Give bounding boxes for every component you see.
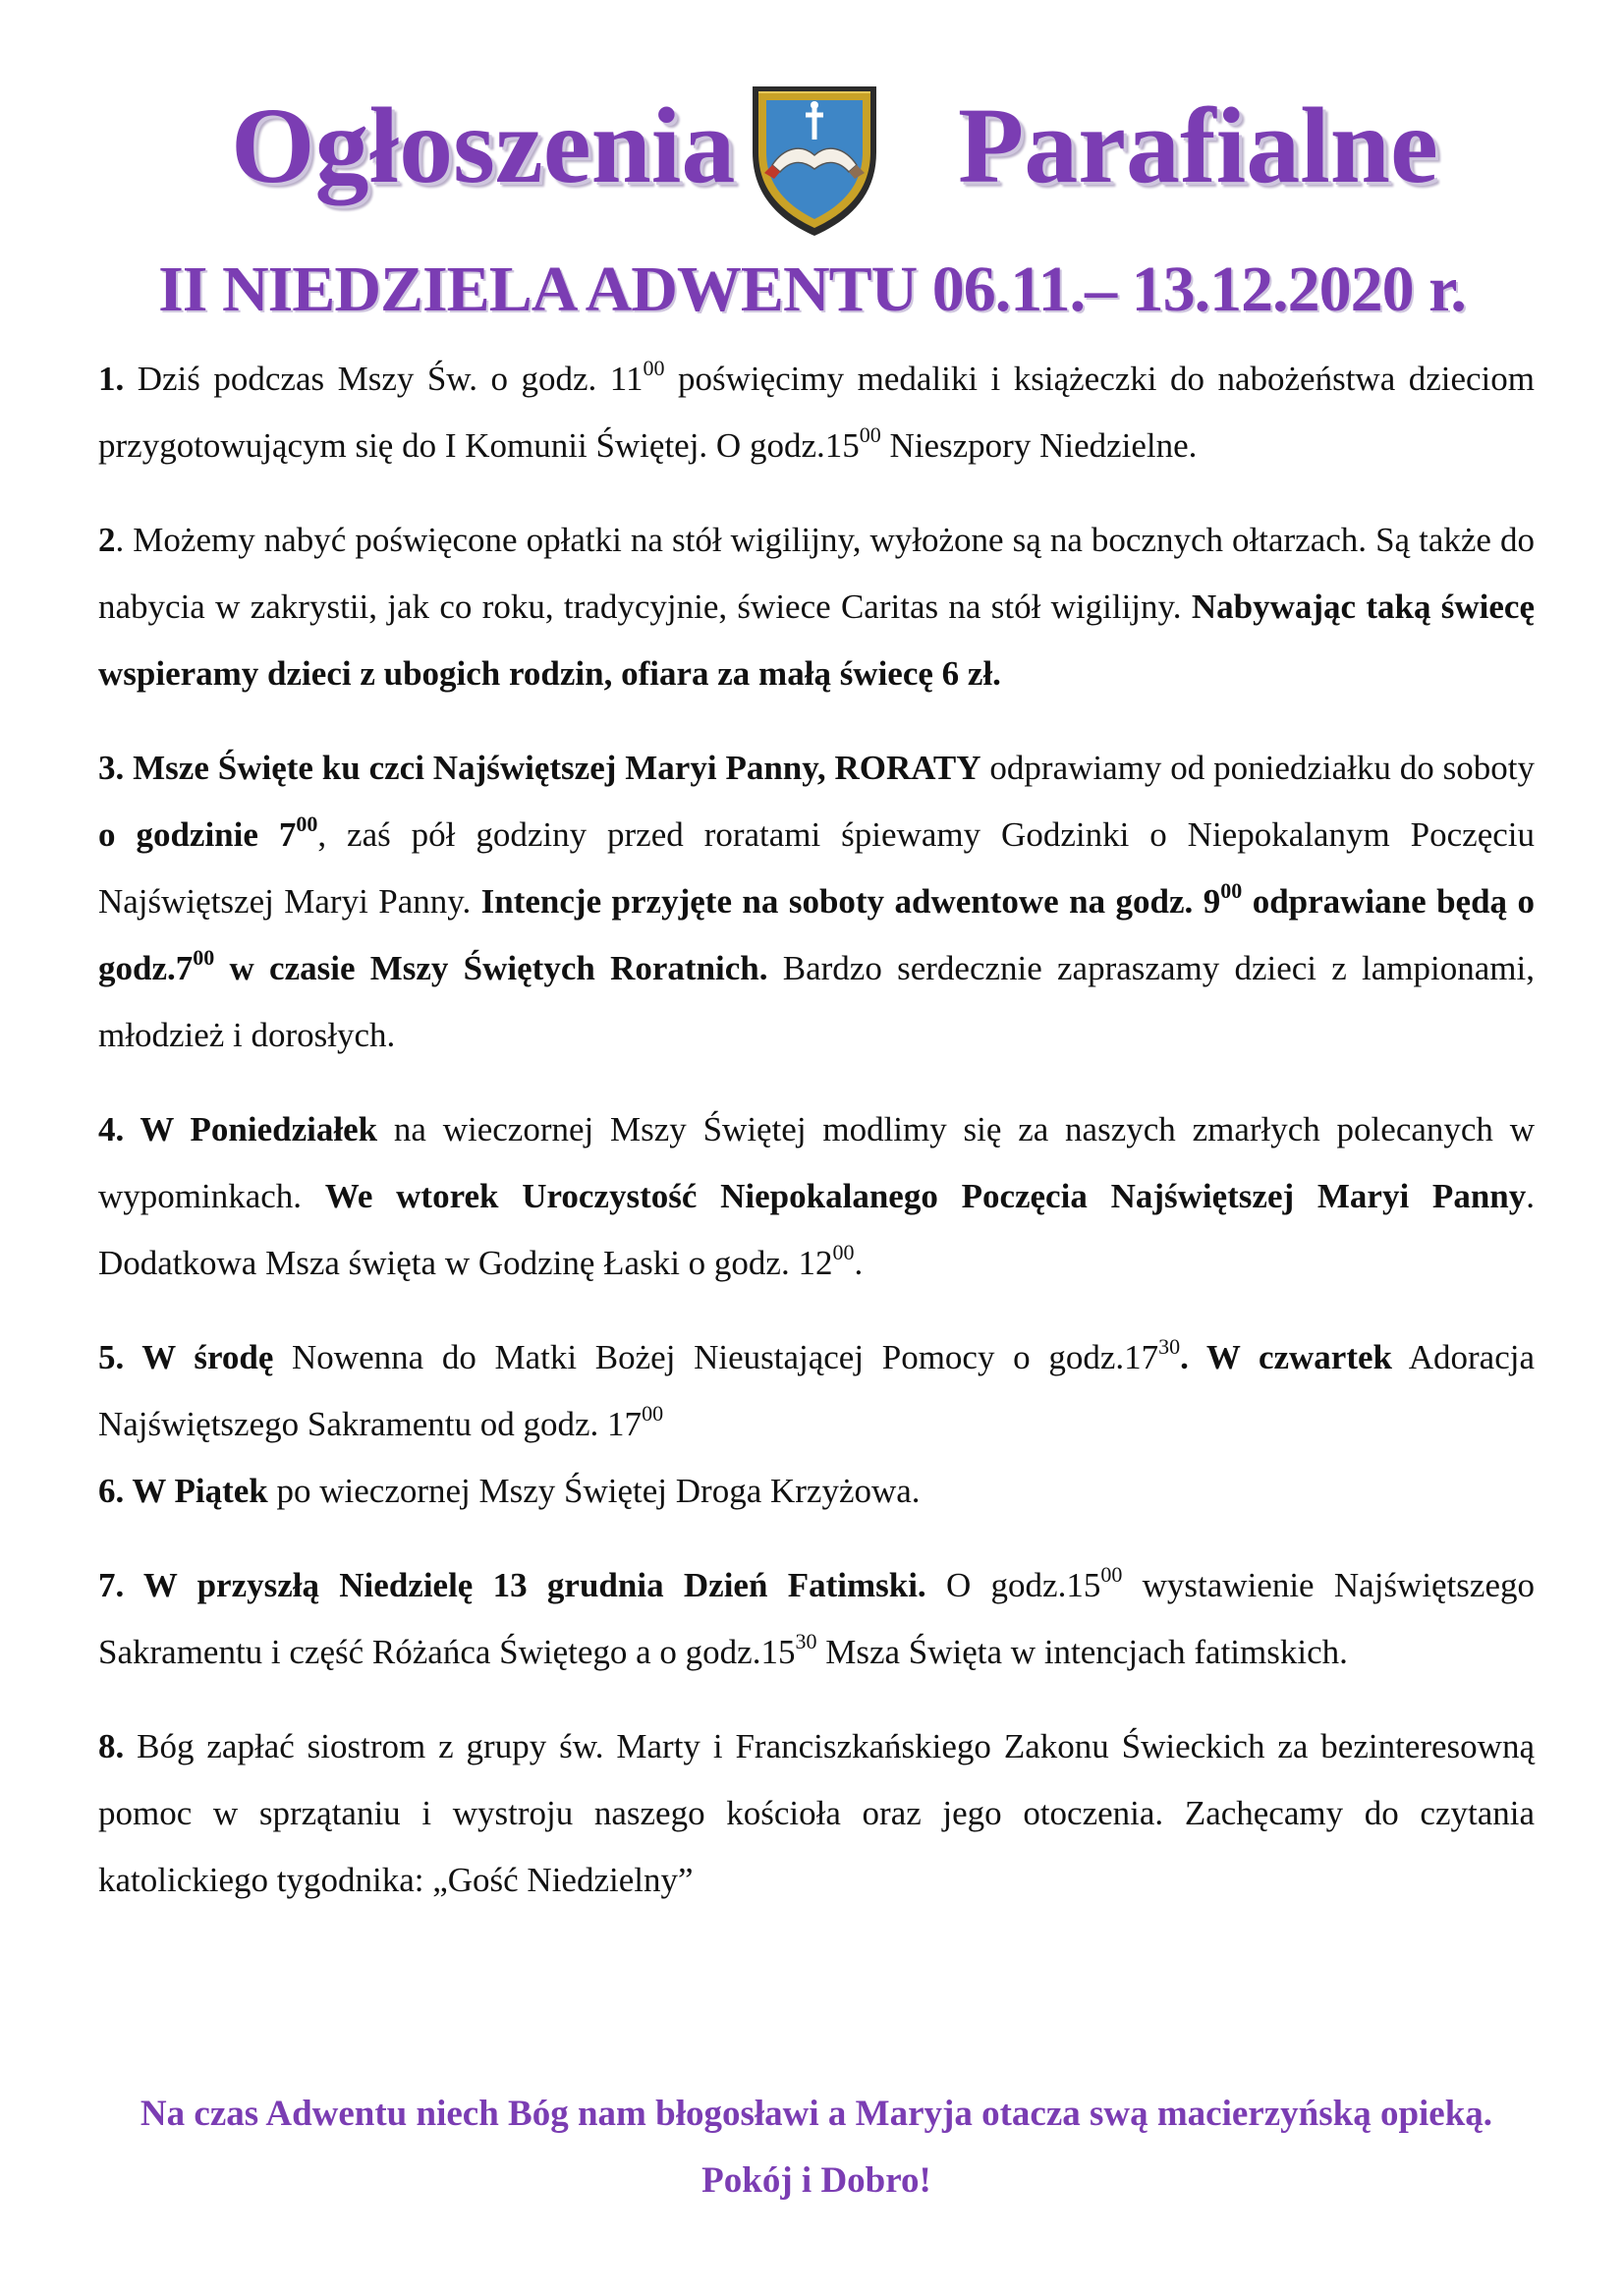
text: na wieczornej Mszy Świętej modlimy się za naszych zmarłych polecanych w wypominkach.: [98, 1110, 1535, 1215]
bold-text: 4. W Poniedziałek: [98, 1110, 378, 1148]
text: . Dodatkowa Msza święta w Godzinę Łaski o godz. 12: [98, 1177, 1535, 1282]
announcement-5: [98, 1324, 1535, 1458]
title-right: Parafialne: [958, 85, 1438, 205]
superscript-bold: 00: [1220, 878, 1243, 903]
bold-text: Nabywając taką świecę wspieramy dzieci z ubogich rodzin, ofiara za małą świecę 6 zł.: [98, 588, 1536, 693]
text: poświęcimy medaliki i książeczki do nabożeństwa dzieciom przygotowującym się do I Komunii Świętej. O godz.15: [98, 360, 1535, 465]
text: Msza Święta w intencjach fatimskich.: [816, 1633, 1348, 1671]
bold-text: 3. Msze Święte ku czci Najświętszej Maryi Panny, RORATY: [98, 749, 981, 787]
superscript: 00: [859, 422, 881, 447]
text: Bóg zapłać siostrom z grupy św. Marty i Franciszkańskiego Zakonu Świeckich za bezinteresowną pomoc w sprzątaniu i wystroju naszego kościoła oraz jego otoczenia. Zachęcamy do czytania katolickiego tygodnika: „Gość Niedzielny”: [98, 1727, 1535, 1899]
text: Dziś podczas Mszy Św. o godz. 11: [124, 360, 644, 398]
franciscan-coat-of-arms-icon: [745, 79, 884, 241]
superscript: [1220, 878, 1242, 903]
text: Nieszpory Niedzielne.: [880, 426, 1198, 465]
text: Bardzo serdecznie zapraszamy dzieci z lampionami, młodzież i dorosłych.: [98, 949, 1535, 1054]
item-number: 2: [98, 521, 116, 559]
bold-text: odprawiane będą o godz.7: [98, 882, 1535, 987]
announcement-2: [98, 507, 1535, 707]
text: . Możemy nabyć poświęcone opłatki na stół wigilijny, wyłożone są na bocznych ołtarzach. Są także do nabycia w zakrystii, jak co roku, tradycyjnie, świece Caritas na stół wigilijny.: [98, 521, 1535, 626]
text: O godz.15: [925, 1566, 1101, 1604]
superscript: 00: [642, 1401, 664, 1426]
bold-text: 6. W Piątek: [98, 1472, 268, 1510]
header: [0, 74, 1624, 251]
superscript: 30: [1158, 1334, 1181, 1359]
bold-text: o godzinie 7: [98, 815, 297, 854]
item-number: 8.: [98, 1727, 125, 1765]
announcement-4: [98, 1096, 1535, 1297]
superscript: 00: [832, 1240, 855, 1264]
text: Nowenna do Matki Bożej Nieustającej Pomocy o godz.17: [273, 1338, 1159, 1376]
bold-text: We wtorek Uroczystość Niepokalanego Poczęcia Najświętszej Maryi Panny: [324, 1177, 1527, 1215]
text: Adoracja Najświętszego Sakramentu od godz. 17: [98, 1338, 1535, 1443]
bold-text: Intencje przyjęte na soboty adwentowe na godz. 9: [480, 882, 1221, 921]
superscript: 00: [1100, 1562, 1123, 1587]
bold-text: 5. W środę: [98, 1338, 274, 1376]
superscript: [296, 812, 317, 836]
text: po wieczornej Mszy Świętej Droga Krzyżowa.: [267, 1472, 921, 1510]
text: .: [854, 1244, 864, 1282]
superscript: 30: [795, 1629, 817, 1653]
announcement-1: [98, 346, 1535, 479]
text: , zaś pół godziny przed roratami śpiewamy Godzinki o Niepokalanym Poczęciu Najświętszej Maryi Panny.: [98, 815, 1535, 921]
bold-text: . W czwartek: [1180, 1338, 1392, 1376]
bold-text: 7. W przyszłą Niedzielę 13 grudnia Dzień Fatimski.: [98, 1566, 926, 1604]
date-subtitle: II NIEDZIELA ADWENTU 06.11.– 13.12.2020 r.: [158, 253, 1466, 325]
superscript-bold: 00: [193, 945, 215, 970]
bold-text: w czasie Mszy Świętych Roratnich.: [214, 949, 768, 987]
superscript: [193, 945, 214, 970]
announcements: [98, 346, 1535, 1941]
title-left: Ogłoszenia: [231, 85, 736, 205]
announcement-6: [98, 1458, 1535, 1525]
superscript: 00: [643, 356, 665, 380]
announcement-8: [98, 1713, 1535, 1914]
announcement-7: [98, 1552, 1535, 1686]
closing-blessing: Na czas Adwentu niech Bóg nam błogosławi a Maryja otacza swą macierzyńską opieką. Pokój i Dobro!: [140, 2094, 1493, 2201]
text: wystawienie Najświętszego Sakramentu i część Różańca Świętego a o godz.15: [98, 1566, 1535, 1671]
announcement-3: [98, 735, 1535, 1069]
text: odprawiamy od poniedziałku do soboty: [980, 749, 1535, 787]
superscript-bold: 00: [296, 812, 318, 836]
item-number: 1.: [98, 360, 125, 398]
